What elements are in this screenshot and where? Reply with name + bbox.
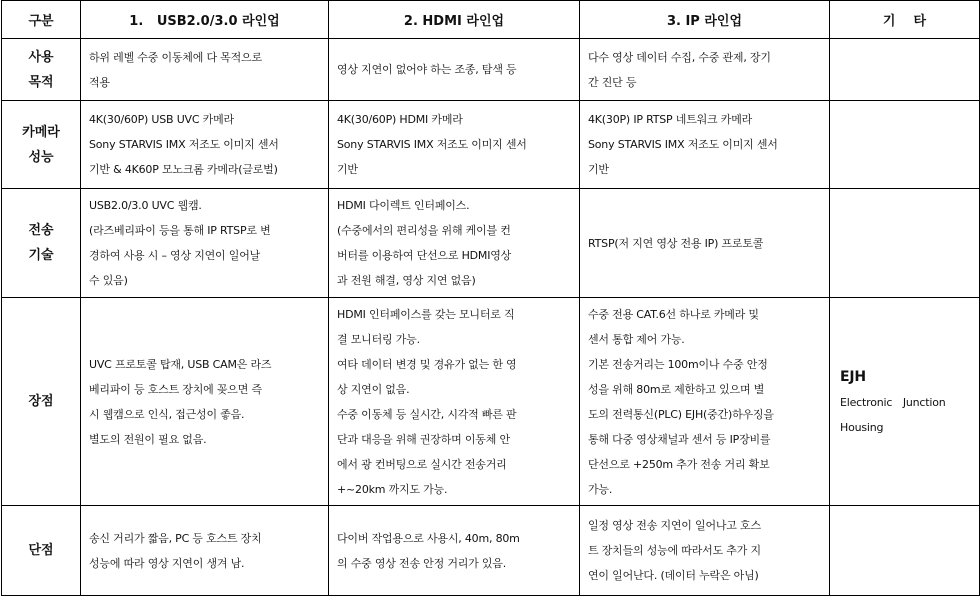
header-etc: 기 타: [830, 1, 980, 39]
cell-text-line: 과 전원 해결, 영상 지연 없음): [337, 274, 476, 287]
table-row-purpose: [2, 39, 980, 101]
row-label-camera-performance: [2, 101, 81, 189]
row-label-line: 목적: [28, 74, 54, 90]
cell-text-line: 수 있음): [89, 274, 128, 287]
cell-usb-disadvantages: [81, 506, 329, 596]
cell-text-line: 수중 전용 CAT.6선 하나로 카메라 및: [588, 307, 759, 321]
cell-text-line: 트 장치들의 성능에 따라서도 추가 지: [588, 544, 761, 557]
cell-text-line: 다이버 작업용으로 사용시, 40m, 80m: [337, 531, 520, 545]
cell-text-line: 성능에 따라 영상 지연이 생겨 남.: [89, 556, 245, 570]
cell-text-line: 도의 전력통신(PLC) EJH(중간)하우징을: [588, 407, 774, 421]
cell-text-line: 연이 일어난다. (데이터 누락은 아님): [588, 569, 759, 582]
cell-text-line: 경하여 사용 시 – 영상 지연이 일어날: [89, 249, 261, 262]
cell-ip-transmission: [580, 189, 830, 298]
cell-text-line: HDMI 다이렉트 인터페이스.: [337, 199, 470, 212]
cell-hdmi-camera: [329, 101, 580, 189]
cell-text-line: 통해 다중 영상채널과 센서 등 IP장비를: [588, 432, 771, 446]
cell-text-line: 단과 대응을 위해 권장하며 이동체 안: [337, 432, 510, 446]
table-row-disadvantages: [2, 506, 980, 596]
cell-text-line: 일정 영상 전송 지연이 일어나고 호스: [588, 519, 761, 532]
header-usb-lineup: 1. USB2.0/3.0 라인업: [81, 1, 329, 39]
row-label-line: 사용: [28, 49, 54, 65]
cell-text-line: 여타 데이터 변경 및 경유가 없는 한 영: [337, 357, 517, 371]
cell-text-line: (수중에서의 편리성을 위해 케이블 컨: [337, 224, 511, 237]
cell-text-line: Sony STARVIS IMX 저조도 이미지 센서: [89, 138, 279, 151]
ejh-subtitle-line: Electronic Junction: [840, 395, 946, 409]
table-header-row: [2, 1, 980, 39]
cell-text-line: 기반: [588, 163, 609, 176]
ejh-subtitle-line: Housing: [840, 420, 884, 434]
cell-text-line: UVC 프로토콜 탑재, USB CAM은 라즈: [89, 357, 272, 371]
cell-text-line: 수중 이동체 등 실시간, 시각적 빠른 판: [337, 407, 517, 421]
cell-hdmi-advantages: [329, 298, 580, 506]
cell-etc-transmission: [830, 189, 980, 298]
cell-ip-disadvantages: [580, 506, 830, 596]
cell-ip-camera: [580, 101, 830, 189]
cell-text-line: Sony STARVIS IMX 저조도 이미지 센서: [337, 138, 527, 151]
lineup-comparison-table: [1, 0, 980, 596]
cell-text-line: 하위 레벨 수중 이동체에 다 목적으로: [89, 50, 262, 64]
row-label-advantages: [2, 298, 81, 506]
cell-text-line: 별도의 전원이 필요 없음.: [89, 432, 207, 446]
cell-ip-purpose: [580, 39, 830, 101]
cell-usb-advantages: [81, 298, 329, 506]
cell-text-line: 버터를 이용하여 단선으로 HDMI영상: [337, 249, 512, 262]
cell-usb-purpose: [81, 39, 329, 101]
cell-text-line: 결 모니터링 가능.: [337, 332, 420, 346]
header-category: 구분: [2, 1, 81, 39]
cell-text-line: 에서 광 컨버팅으로 실시간 전송거리: [337, 457, 507, 471]
cell-text-line: 송신 거리가 짧음, PC 등 호스트 장치: [89, 531, 262, 545]
cell-text-line: RTSP(저 지연 영상 전용 IP) 프로토콜: [588, 236, 764, 250]
row-label-transmission: [2, 189, 81, 298]
row-label-disadvantages: [2, 506, 81, 596]
cell-etc-advantages: [830, 298, 980, 506]
table-row-camera-performance: [2, 101, 980, 189]
cell-etc-disadvantages: [830, 506, 980, 596]
row-label-line: 전송: [28, 223, 54, 238]
header-ip-lineup: 3. IP 라인업: [580, 1, 830, 39]
cell-text-line: 4K(30/60P) HDMI 카메라: [337, 113, 463, 126]
cell-text-line: 간 진단 등: [588, 75, 637, 89]
cell-text-line: 센서 통합 제어 가능.: [588, 332, 685, 346]
cell-hdmi-disadvantages: [329, 506, 580, 596]
ejh-title: EJH: [840, 368, 866, 385]
cell-text-line: 기반 & 4K60P 모노크롬 카메라(글로벌): [89, 163, 278, 176]
cell-usb-transmission: [81, 189, 329, 298]
cell-text-line: 4K(30/60P) USB UVC 카메라: [89, 113, 234, 126]
cell-hdmi-transmission: [329, 189, 580, 298]
cell-text-line: USB2.0/3.0 UVC 웹캠.: [89, 199, 202, 212]
cell-hdmi-purpose: [329, 39, 580, 101]
cell-text-line: 기반: [337, 163, 358, 176]
cell-text-line: Sony STARVIS IMX 저조도 이미지 센서: [588, 138, 778, 151]
cell-text-line: 영상 지연이 없어야 하는 조종, 탐색 등: [337, 63, 517, 76]
cell-text-line: 시 웹캠으로 인식, 접근성이 좋음.: [89, 407, 245, 421]
table-row-advantages: [2, 298, 980, 506]
header-hdmi-lineup: 2. HDMI 라인업: [329, 1, 580, 39]
cell-usb-camera: [81, 101, 329, 189]
row-label-line: 기술: [28, 248, 54, 263]
row-label-line: 장점: [28, 394, 54, 409]
cell-text-line: +~20km 까지도 가능.: [337, 482, 448, 496]
cell-text-line: 가능.: [588, 482, 613, 496]
row-label-line: 성능: [28, 149, 54, 165]
cell-text-line: 4K(30P) IP RTSP 네트워크 카메라: [588, 113, 753, 126]
cell-text-line: 적용: [89, 75, 110, 89]
cell-text-line: 다수 영상 데이터 수집, 수중 관제, 장기: [588, 50, 771, 64]
cell-text-line: 베리파이 등 호스트 장치에 꽂으면 즉: [89, 382, 262, 396]
table-row-transmission: [2, 189, 980, 298]
cell-text-line: 상 지연이 없음.: [337, 382, 410, 396]
cell-ip-advantages: [580, 298, 830, 506]
cell-text-line: HDMI 인터페이스를 갖는 모니터로 직: [337, 307, 515, 321]
cell-etc-camera: [830, 101, 980, 189]
row-label-line: 단점: [28, 543, 54, 558]
cell-text-line: 기본 전송거리는 100m이나 수중 안정: [588, 357, 768, 371]
cell-text-line: (라즈베리파이 등을 통해 IP RTSP로 변: [89, 224, 271, 237]
cell-text-line: 성을 위해 80m로 제한하고 있으며 별: [588, 382, 765, 396]
row-label-purpose: [2, 39, 81, 101]
row-label-line: 카메라: [22, 124, 60, 140]
cell-text-line: 단선으로 +250m 추가 전송 거리 확보: [588, 457, 770, 471]
cell-etc-purpose: [830, 39, 980, 101]
cell-text-line: 의 수중 영상 전송 안정 거리가 있음.: [337, 556, 507, 570]
